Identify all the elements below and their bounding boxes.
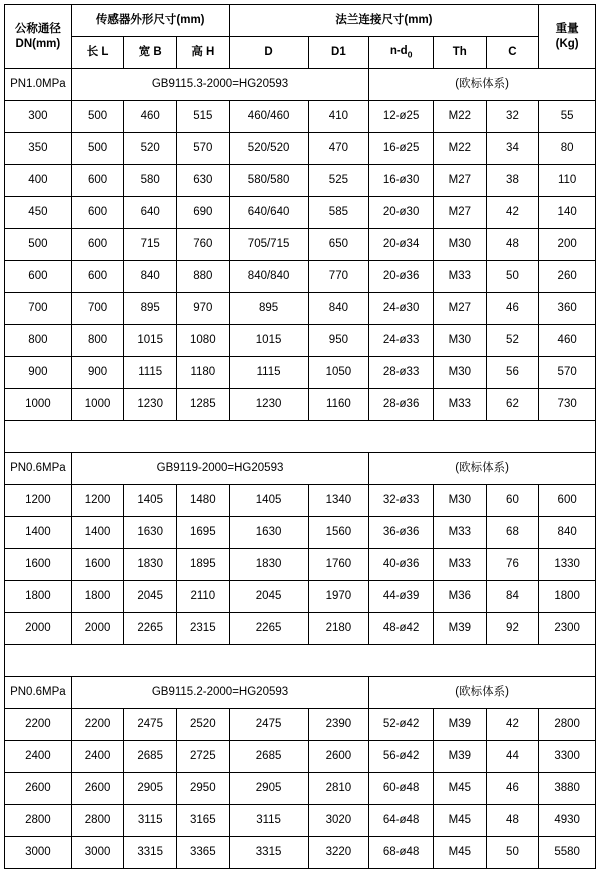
cell-dn: 2400 <box>5 741 72 773</box>
cell-d1: 1340 <box>308 485 369 517</box>
cell-c: 60 <box>486 485 539 517</box>
cell-c: 32 <box>486 101 539 133</box>
cell-th: M27 <box>434 293 487 325</box>
cell-dn: 700 <box>5 293 72 325</box>
cell-width: 3115 <box>124 805 177 837</box>
cell-dn: 350 <box>5 133 72 165</box>
cell-d: 640/640 <box>229 197 308 229</box>
cell-weight: 570 <box>539 357 596 389</box>
cell-width: 2905 <box>124 773 177 805</box>
cell-weight: 5580 <box>539 837 596 869</box>
cell-dn: 1200 <box>5 485 72 517</box>
cell-c: 48 <box>486 229 539 261</box>
cell-length: 600 <box>71 165 124 197</box>
cell-n-d0: 56-ø42 <box>369 741 434 773</box>
cell-width: 1630 <box>124 517 177 549</box>
cell-length: 700 <box>71 293 124 325</box>
cell-th: M39 <box>434 613 487 645</box>
cell-th: M27 <box>434 197 487 229</box>
table-row <box>5 709 596 741</box>
cell-n-d0: 16-ø30 <box>369 165 434 197</box>
section-spacer-cell <box>5 645 596 677</box>
table-row <box>5 357 596 389</box>
cell-length: 800 <box>71 325 124 357</box>
table-row <box>5 613 596 645</box>
cell-d: 1405 <box>229 485 308 517</box>
cell-length: 1600 <box>71 549 124 581</box>
cell-d: 3315 <box>229 837 308 869</box>
table-row <box>5 197 596 229</box>
cell-n-d0: 12-ø25 <box>369 101 434 133</box>
cell-n-d0: 20-ø34 <box>369 229 434 261</box>
cell-dn: 800 <box>5 325 72 357</box>
cell-c: 84 <box>486 581 539 613</box>
header-n-d0 <box>369 37 434 69</box>
cell-weight: 260 <box>539 261 596 293</box>
cell-d: 520/520 <box>229 133 308 165</box>
cell-th: M22 <box>434 101 487 133</box>
table-row <box>5 133 596 165</box>
specification-table <box>4 4 596 869</box>
header-weight <box>539 5 596 69</box>
cell-dn: 1400 <box>5 517 72 549</box>
cell-d: 2265 <box>229 613 308 645</box>
cell-height: 2725 <box>177 741 230 773</box>
cell-length: 1000 <box>71 389 124 421</box>
cell-width: 1830 <box>124 549 177 581</box>
section-header-row <box>5 677 596 709</box>
table-row <box>5 741 596 773</box>
cell-length: 500 <box>71 101 124 133</box>
table-row <box>5 773 596 805</box>
cell-height: 970 <box>177 293 230 325</box>
cell-weight: 200 <box>539 229 596 261</box>
cell-length: 2200 <box>71 709 124 741</box>
cell-width: 715 <box>124 229 177 261</box>
cell-height: 2520 <box>177 709 230 741</box>
cell-c: 50 <box>486 261 539 293</box>
cell-weight: 1330 <box>539 549 596 581</box>
cell-th: M33 <box>434 261 487 293</box>
cell-weight: 2300 <box>539 613 596 645</box>
cell-length: 2800 <box>71 805 124 837</box>
cell-c: 92 <box>486 613 539 645</box>
cell-d1: 1560 <box>308 517 369 549</box>
cell-height: 570 <box>177 133 230 165</box>
cell-dn: 2200 <box>5 709 72 741</box>
cell-d1: 2600 <box>308 741 369 773</box>
cell-height: 3365 <box>177 837 230 869</box>
cell-d1: 3220 <box>308 837 369 869</box>
table-row <box>5 101 596 133</box>
cell-n-d0: 52-ø42 <box>369 709 434 741</box>
cell-weight: 360 <box>539 293 596 325</box>
table-row <box>5 229 596 261</box>
cell-d1: 770 <box>308 261 369 293</box>
cell-height: 1895 <box>177 549 230 581</box>
cell-dn: 2800 <box>5 805 72 837</box>
cell-c: 46 <box>486 773 539 805</box>
cell-length: 1800 <box>71 581 124 613</box>
cell-width: 3315 <box>124 837 177 869</box>
cell-th: M22 <box>434 133 487 165</box>
cell-th: M39 <box>434 741 487 773</box>
cell-d: 895 <box>229 293 308 325</box>
cell-c: 34 <box>486 133 539 165</box>
cell-c: 52 <box>486 325 539 357</box>
table-row <box>5 549 596 581</box>
cell-weight: 1800 <box>539 581 596 613</box>
table-body <box>5 69 596 869</box>
cell-n-d0: 20-ø30 <box>369 197 434 229</box>
cell-height: 3165 <box>177 805 230 837</box>
cell-width: 895 <box>124 293 177 325</box>
cell-length: 1400 <box>71 517 124 549</box>
cell-length: 2400 <box>71 741 124 773</box>
cell-height: 1080 <box>177 325 230 357</box>
cell-d: 1830 <box>229 549 308 581</box>
cell-weight: 3880 <box>539 773 596 805</box>
cell-d1: 2390 <box>308 709 369 741</box>
cell-height: 1480 <box>177 485 230 517</box>
cell-n-d0: 36-ø36 <box>369 517 434 549</box>
cell-height: 690 <box>177 197 230 229</box>
cell-th: M30 <box>434 357 487 389</box>
table-header <box>5 5 596 69</box>
header-d: D <box>229 37 308 69</box>
section-note: (欧标体系) <box>369 677 596 709</box>
cell-n-d0: 60-ø48 <box>369 773 434 805</box>
header-dn <box>5 5 72 69</box>
cell-th: M30 <box>434 485 487 517</box>
section-standard: GB9115.3-2000=HG20593 <box>71 69 368 101</box>
cell-weight: 3300 <box>539 741 596 773</box>
section-spacer-cell <box>5 421 596 453</box>
cell-d1: 410 <box>308 101 369 133</box>
header-d1: D1 <box>308 37 369 69</box>
cell-d1: 650 <box>308 229 369 261</box>
cell-th: M39 <box>434 709 487 741</box>
cell-d1: 1760 <box>308 549 369 581</box>
cell-dn: 3000 <box>5 837 72 869</box>
table-row <box>5 325 596 357</box>
cell-height: 2315 <box>177 613 230 645</box>
cell-weight: 110 <box>539 165 596 197</box>
section-standard: GB9119-2000=HG20593 <box>71 453 368 485</box>
cell-n-d0: 32-ø33 <box>369 485 434 517</box>
cell-c: 42 <box>486 709 539 741</box>
cell-dn: 1600 <box>5 549 72 581</box>
cell-height: 630 <box>177 165 230 197</box>
cell-length: 1200 <box>71 485 124 517</box>
cell-d1: 840 <box>308 293 369 325</box>
cell-dn: 500 <box>5 229 72 261</box>
cell-d1: 950 <box>308 325 369 357</box>
cell-dn: 1800 <box>5 581 72 613</box>
cell-n-d0: 48-ø42 <box>369 613 434 645</box>
cell-weight: 600 <box>539 485 596 517</box>
cell-c: 50 <box>486 837 539 869</box>
cell-c: 44 <box>486 741 539 773</box>
cell-width: 460 <box>124 101 177 133</box>
cell-d: 1015 <box>229 325 308 357</box>
cell-th: M33 <box>434 549 487 581</box>
cell-th: M36 <box>434 581 487 613</box>
cell-weight: 4930 <box>539 805 596 837</box>
cell-n-d0: 64-ø48 <box>369 805 434 837</box>
cell-th: M33 <box>434 389 487 421</box>
header-c: C <box>486 37 539 69</box>
cell-width: 640 <box>124 197 177 229</box>
cell-c: 38 <box>486 165 539 197</box>
section-pressure: PN1.0MPa <box>5 69 72 101</box>
header-weight-label: 重量 <box>555 23 579 36</box>
cell-width: 2265 <box>124 613 177 645</box>
cell-n-d0: 44-ø39 <box>369 581 434 613</box>
cell-dn: 2000 <box>5 613 72 645</box>
cell-d: 2905 <box>229 773 308 805</box>
cell-n-d0: 40-ø36 <box>369 549 434 581</box>
cell-c: 68 <box>486 517 539 549</box>
cell-dn: 1000 <box>5 389 72 421</box>
cell-d1: 1160 <box>308 389 369 421</box>
table-header-sub-row <box>5 37 596 69</box>
section-spacer <box>5 645 596 677</box>
cell-width: 2045 <box>124 581 177 613</box>
table-row <box>5 165 596 197</box>
cell-length: 900 <box>71 357 124 389</box>
cell-dn: 600 <box>5 261 72 293</box>
cell-d1: 2810 <box>308 773 369 805</box>
cell-dn: 450 <box>5 197 72 229</box>
cell-d: 705/715 <box>229 229 308 261</box>
header-sensor-dimensions: 传感器外形尺寸(mm) <box>71 5 229 37</box>
cell-d: 2685 <box>229 741 308 773</box>
cell-n-d0: 16-ø25 <box>369 133 434 165</box>
cell-th: M30 <box>434 325 487 357</box>
cell-c: 48 <box>486 805 539 837</box>
table-row <box>5 517 596 549</box>
cell-width: 2685 <box>124 741 177 773</box>
cell-d: 840/840 <box>229 261 308 293</box>
cell-th: M33 <box>434 517 487 549</box>
section-spacer <box>5 421 596 453</box>
section-note: (欧标体系) <box>369 453 596 485</box>
table-row <box>5 485 596 517</box>
cell-height: 1285 <box>177 389 230 421</box>
cell-height: 880 <box>177 261 230 293</box>
section-pressure: PN0.6MPa <box>5 677 72 709</box>
cell-th: M30 <box>434 229 487 261</box>
cell-length: 600 <box>71 197 124 229</box>
cell-th: M45 <box>434 773 487 805</box>
cell-d: 580/580 <box>229 165 308 197</box>
cell-n-d0: 20-ø36 <box>369 261 434 293</box>
cell-height: 515 <box>177 101 230 133</box>
cell-c: 76 <box>486 549 539 581</box>
cell-length: 600 <box>71 229 124 261</box>
cell-length: 2000 <box>71 613 124 645</box>
section-note: (欧标体系) <box>369 69 596 101</box>
table-row <box>5 581 596 613</box>
cell-height: 2110 <box>177 581 230 613</box>
cell-d1: 525 <box>308 165 369 197</box>
cell-c: 46 <box>486 293 539 325</box>
cell-width: 1405 <box>124 485 177 517</box>
header-dn-label: 公称通径 <box>14 23 61 36</box>
cell-weight: 140 <box>539 197 596 229</box>
cell-length: 500 <box>71 133 124 165</box>
cell-d: 1115 <box>229 357 308 389</box>
header-weight-sub: (Kg) <box>555 37 579 50</box>
section-standard: GB9115.2-2000=HG20593 <box>71 677 368 709</box>
cell-d1: 3020 <box>308 805 369 837</box>
table-row <box>5 837 596 869</box>
header-length: 长 L <box>71 37 124 69</box>
cell-n-d0: 68-ø48 <box>369 837 434 869</box>
cell-dn: 2600 <box>5 773 72 805</box>
cell-th: M45 <box>434 837 487 869</box>
cell-width: 1115 <box>124 357 177 389</box>
cell-n-d0: 28-ø36 <box>369 389 434 421</box>
cell-length: 2600 <box>71 773 124 805</box>
header-flange-dimensions: 法兰连接尺寸(mm) <box>229 5 539 37</box>
page-root <box>0 4 600 858</box>
cell-weight: 460 <box>539 325 596 357</box>
table-row <box>5 293 596 325</box>
cell-weight: 840 <box>539 517 596 549</box>
section-pressure: PN0.6MPa <box>5 453 72 485</box>
header-n-d0-label: n-d <box>389 44 408 57</box>
cell-th: M27 <box>434 165 487 197</box>
table-row <box>5 261 596 293</box>
header-width: 宽 B <box>124 37 177 69</box>
cell-d1: 1970 <box>308 581 369 613</box>
cell-c: 56 <box>486 357 539 389</box>
cell-d1: 1050 <box>308 357 369 389</box>
cell-width: 840 <box>124 261 177 293</box>
cell-width: 1230 <box>124 389 177 421</box>
cell-d: 1630 <box>229 517 308 549</box>
cell-width: 1015 <box>124 325 177 357</box>
cell-d: 460/460 <box>229 101 308 133</box>
cell-width: 520 <box>124 133 177 165</box>
header-height: 高 H <box>177 37 230 69</box>
cell-d: 2045 <box>229 581 308 613</box>
cell-width: 2475 <box>124 709 177 741</box>
cell-n-d0: 24-ø30 <box>369 293 434 325</box>
cell-length: 3000 <box>71 837 124 869</box>
table-header-group-row <box>5 5 596 37</box>
cell-d1: 2180 <box>308 613 369 645</box>
header-n-d0-subscript: 0 <box>407 49 413 60</box>
table-row <box>5 805 596 837</box>
cell-th: M45 <box>434 805 487 837</box>
cell-dn: 900 <box>5 357 72 389</box>
header-dn-sub: DN(mm) <box>15 37 61 50</box>
cell-n-d0: 28-ø33 <box>369 357 434 389</box>
cell-width: 580 <box>124 165 177 197</box>
cell-n-d0: 24-ø33 <box>369 325 434 357</box>
cell-c: 62 <box>486 389 539 421</box>
cell-height: 1695 <box>177 517 230 549</box>
cell-dn: 300 <box>5 101 72 133</box>
table-row <box>5 389 596 421</box>
cell-height: 760 <box>177 229 230 261</box>
cell-d1: 585 <box>308 197 369 229</box>
cell-d: 3115 <box>229 805 308 837</box>
header-th: Th <box>434 37 487 69</box>
cell-d: 2475 <box>229 709 308 741</box>
cell-height: 2950 <box>177 773 230 805</box>
section-header-row <box>5 69 596 101</box>
cell-weight: 80 <box>539 133 596 165</box>
cell-dn: 400 <box>5 165 72 197</box>
cell-c: 42 <box>486 197 539 229</box>
section-header-row <box>5 453 596 485</box>
cell-weight: 2800 <box>539 709 596 741</box>
cell-height: 1180 <box>177 357 230 389</box>
cell-length: 600 <box>71 261 124 293</box>
cell-d1: 470 <box>308 133 369 165</box>
cell-weight: 730 <box>539 389 596 421</box>
cell-weight: 55 <box>539 101 596 133</box>
cell-d: 1230 <box>229 389 308 421</box>
